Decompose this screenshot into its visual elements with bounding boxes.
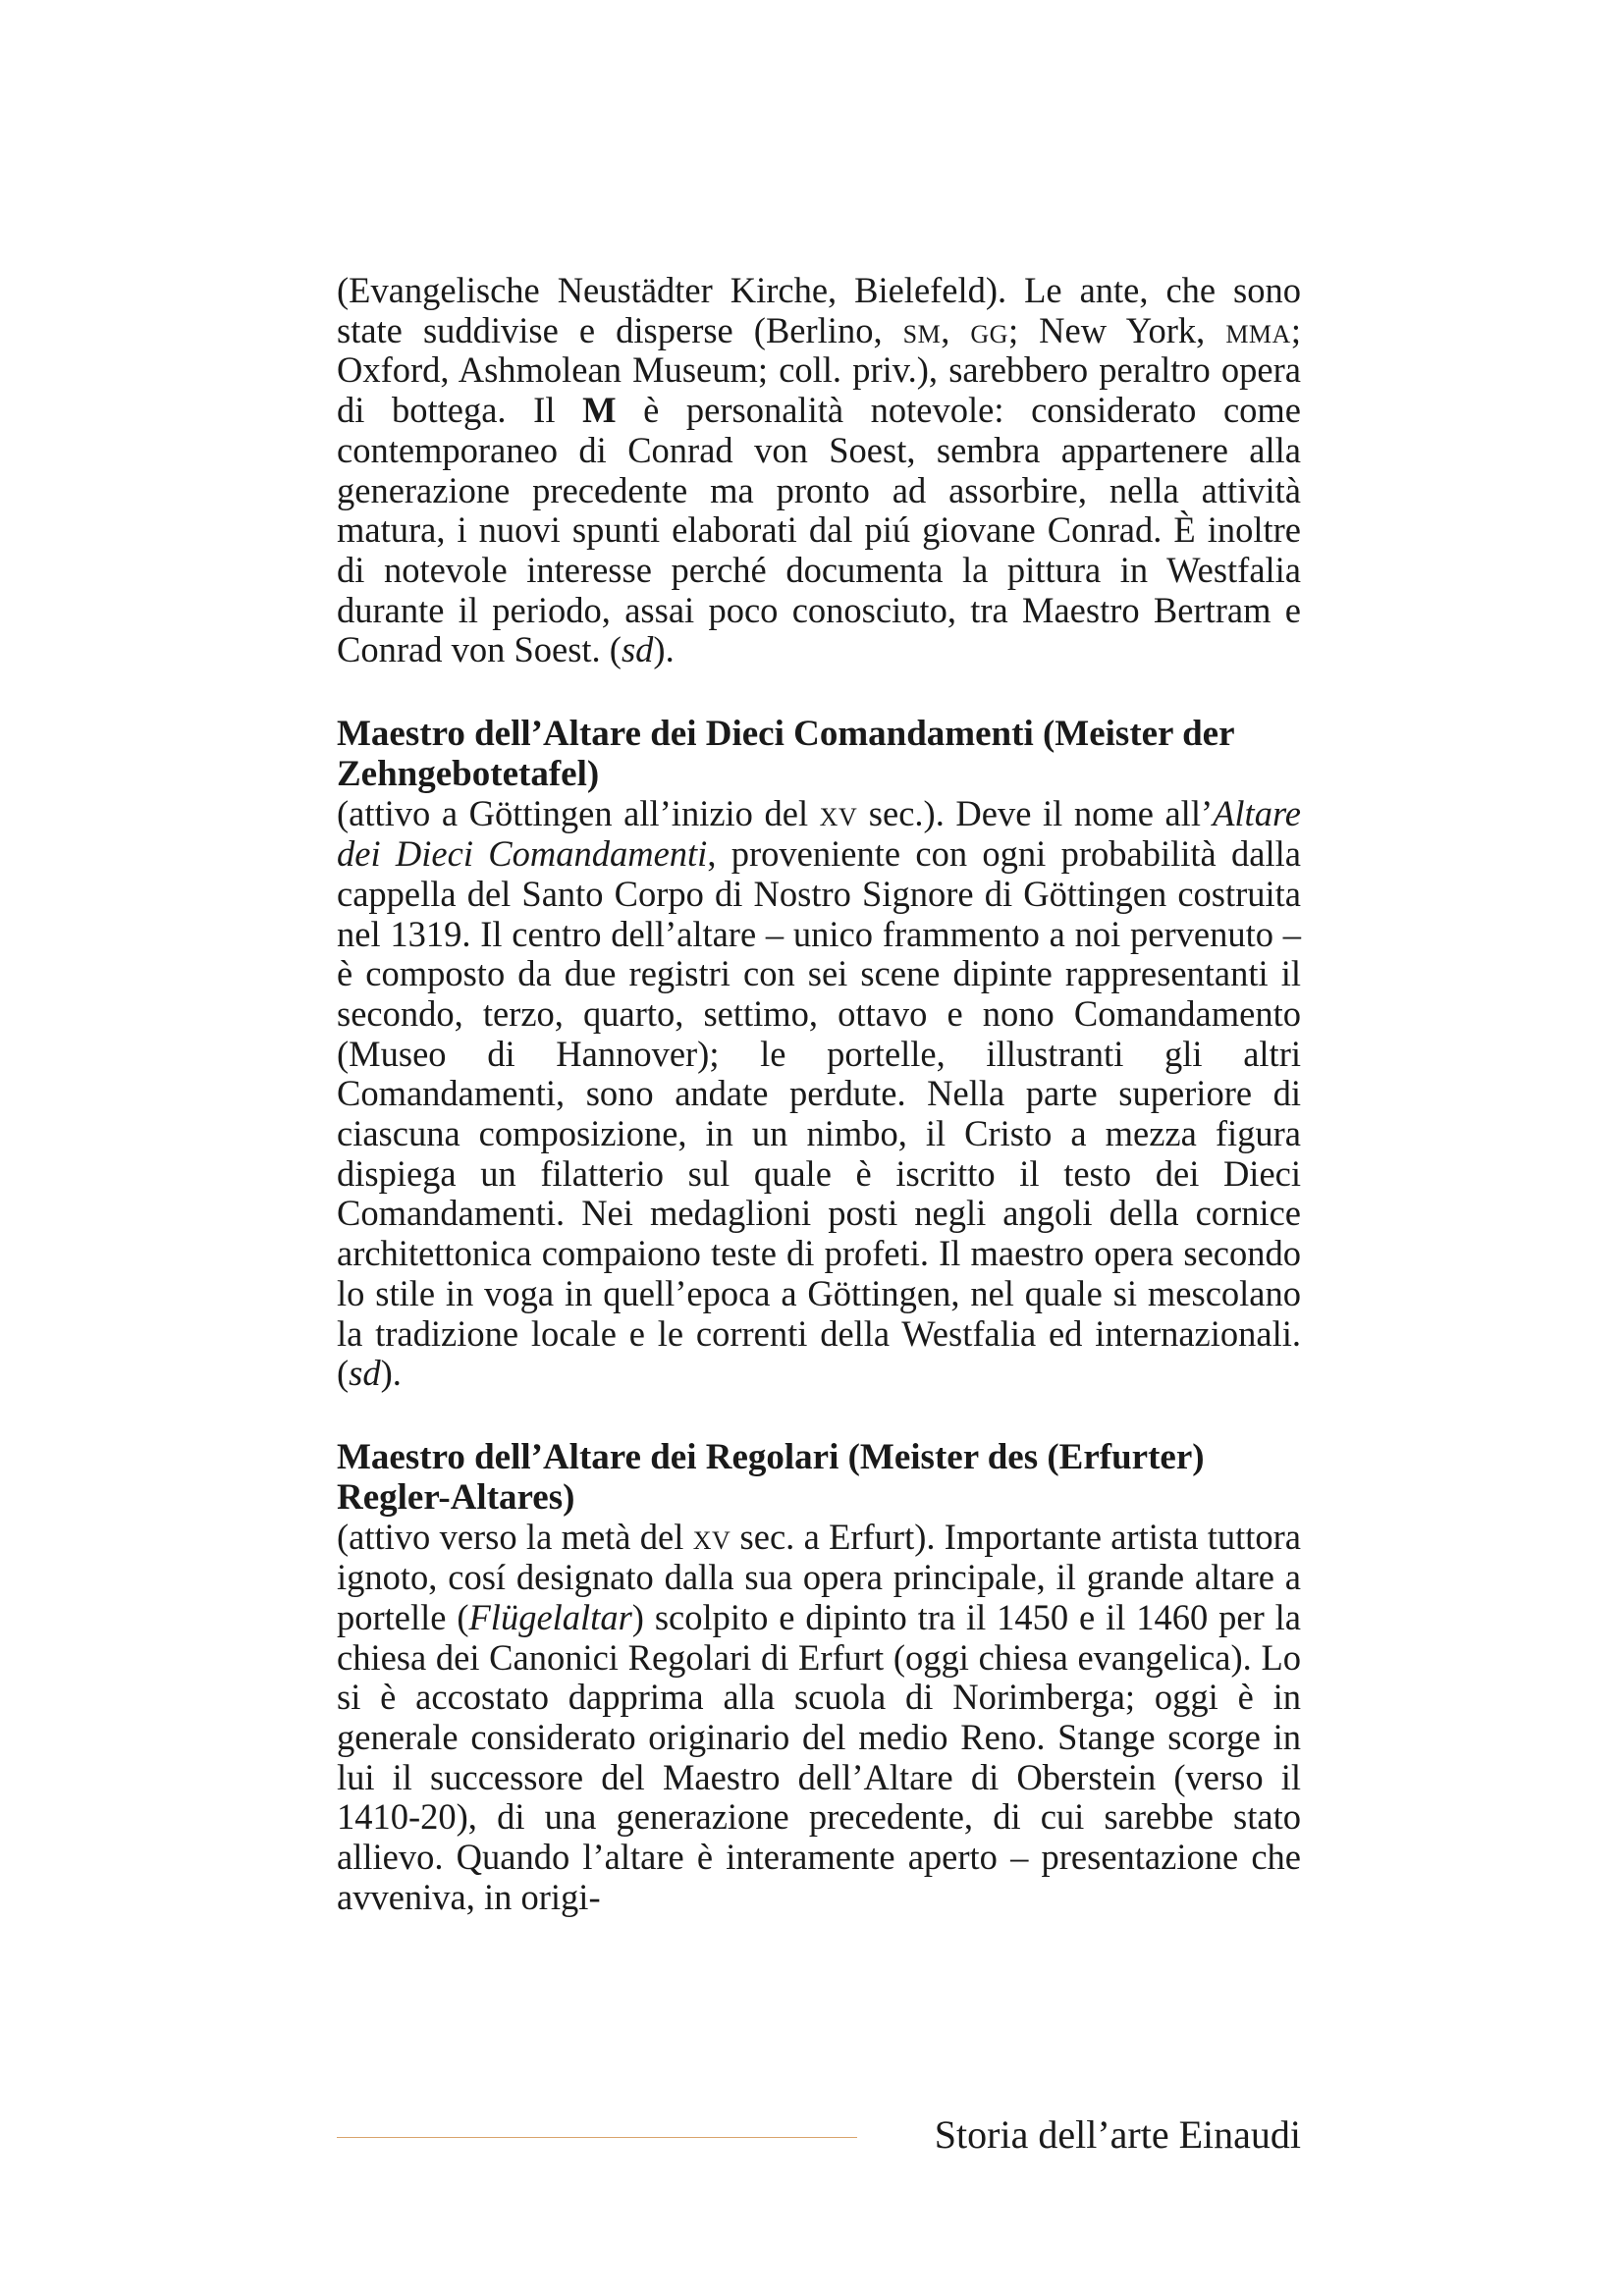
text-run: (attivo a Göttingen all’inizio del: [337, 793, 820, 834]
abbr-gg: gg: [970, 309, 1008, 350]
entry-heading-dieci-comandamenti: Maestro dell’Altare dei Dieci Comandamenti (Meister der Zehngebotetafel): [337, 714, 1234, 794]
author-signature: sd: [621, 629, 654, 670]
entry-text-dieci-comandamenti: [337, 794, 1301, 1394]
text-run: ).: [380, 1353, 402, 1394]
text-run: (Evangelische Neustädter Kirche, Bielefeld). Le ante, che sono state suddivise e disperse (Berlino,: [337, 270, 1301, 350]
text-run: è personalità notevole: considerato come contemporaneo di Conrad von Soest, sembra appartenere alla generazione precedente ma pronto ad assorbire, nella attività matura, i nuovi spunti elaborati dal piú giovane Conrad. È inoltre di notevole interesse perché documenta la pittura in Westfalia durante il periodo, assai poco conosciuto, tra Maestro Bertram e Conrad von Soest. (: [337, 390, 1301, 670]
abbr-sm: sm: [902, 309, 942, 350]
century-numeral: xv: [692, 1517, 731, 1558]
author-signature: sd: [349, 1353, 381, 1394]
entry-text-regolari: [337, 1518, 1301, 1917]
text-run: ; Oxford, Ashmolean Museum; coll. priv.), sarebbero peraltro opera di bottega. Il: [337, 309, 1301, 431]
text-run: sec.). Deve il nome all’: [857, 793, 1214, 834]
term-flugelaltar: Flügelaltar: [468, 1596, 632, 1637]
work-title: Altare dei Dieci Comandamenti: [337, 793, 1302, 875]
footer-title: Storia dell’arte Einaudi: [934, 2112, 1301, 2157]
text-run: sec. a Erfurt). Importante artista tuttora ignoto, cosí designato dalla sua opera principale, il grande altare a portelle (: [337, 1517, 1301, 1637]
abbr-mma: mma: [1225, 309, 1291, 350]
text-run: ; New York,: [1007, 309, 1226, 350]
page-body: [337, 271, 1301, 1917]
text-run: ,: [941, 309, 971, 350]
text-run: ).: [653, 629, 675, 670]
entry-initial: M: [582, 390, 617, 431]
text-run: , proveniente con ogni probabilità dalla cappella del Santo Corpo di Nostro Signore di Göttingen costruita nel 1319. Il centro dell’altare – unico frammento a noi pervenuto – è composto da due registri con sei scene dipinte rappresentanti il secondo, terzo, quarto, settimo, ottavo e nono Comandamento (Museo di Hannover); le portelle, illustranti gli altri Comandamenti, sono andate perdute. Nella parte superiore di ciascuna composizione, in un nimbo, il Cristo a mezza figura dispiega un filatterio sul quale è iscritto il testo dei Dieci Comandamenti. Nei medaglioni posti negli angoli della cornice architettonica compaiono teste di profeti. Il maestro opera secondo lo stile in voga in quell’epoca a Göttingen, nel quale si mescolano la tradizione locale e le correnti della Westfalia ed internazionali. (: [337, 833, 1301, 1394]
entry-heading-regolari: Maestro dell’Altare dei Regolari (Meister des (Erfurter) Regler-Altares): [337, 1436, 1205, 1518]
century-numeral: xv: [819, 793, 858, 834]
footer-rule: [337, 2137, 857, 2138]
text-run: ) scolpito e dipinto tra il 1450 e il 1460 per la chiesa dei Canonici Regolari di Erfurt (oggi chiesa evangelica). Lo si è accostato dapprima alla scuola di Norimberga; oggi è in generale considerato originario del medio Reno. Stange scorge in lui il successore del Maestro dell’Altare di Oberstein (verso il 1410-20), di una generazione precedente, di cui sarebbe stato allievo. Quando l’altare è interamente aperto – presentazione che avveniva, in origi-: [337, 1596, 1301, 1917]
page-footer: [337, 2110, 1301, 2160]
entry-continuation-text: [337, 271, 1301, 670]
text-run: (attivo verso la metà del: [337, 1517, 693, 1558]
